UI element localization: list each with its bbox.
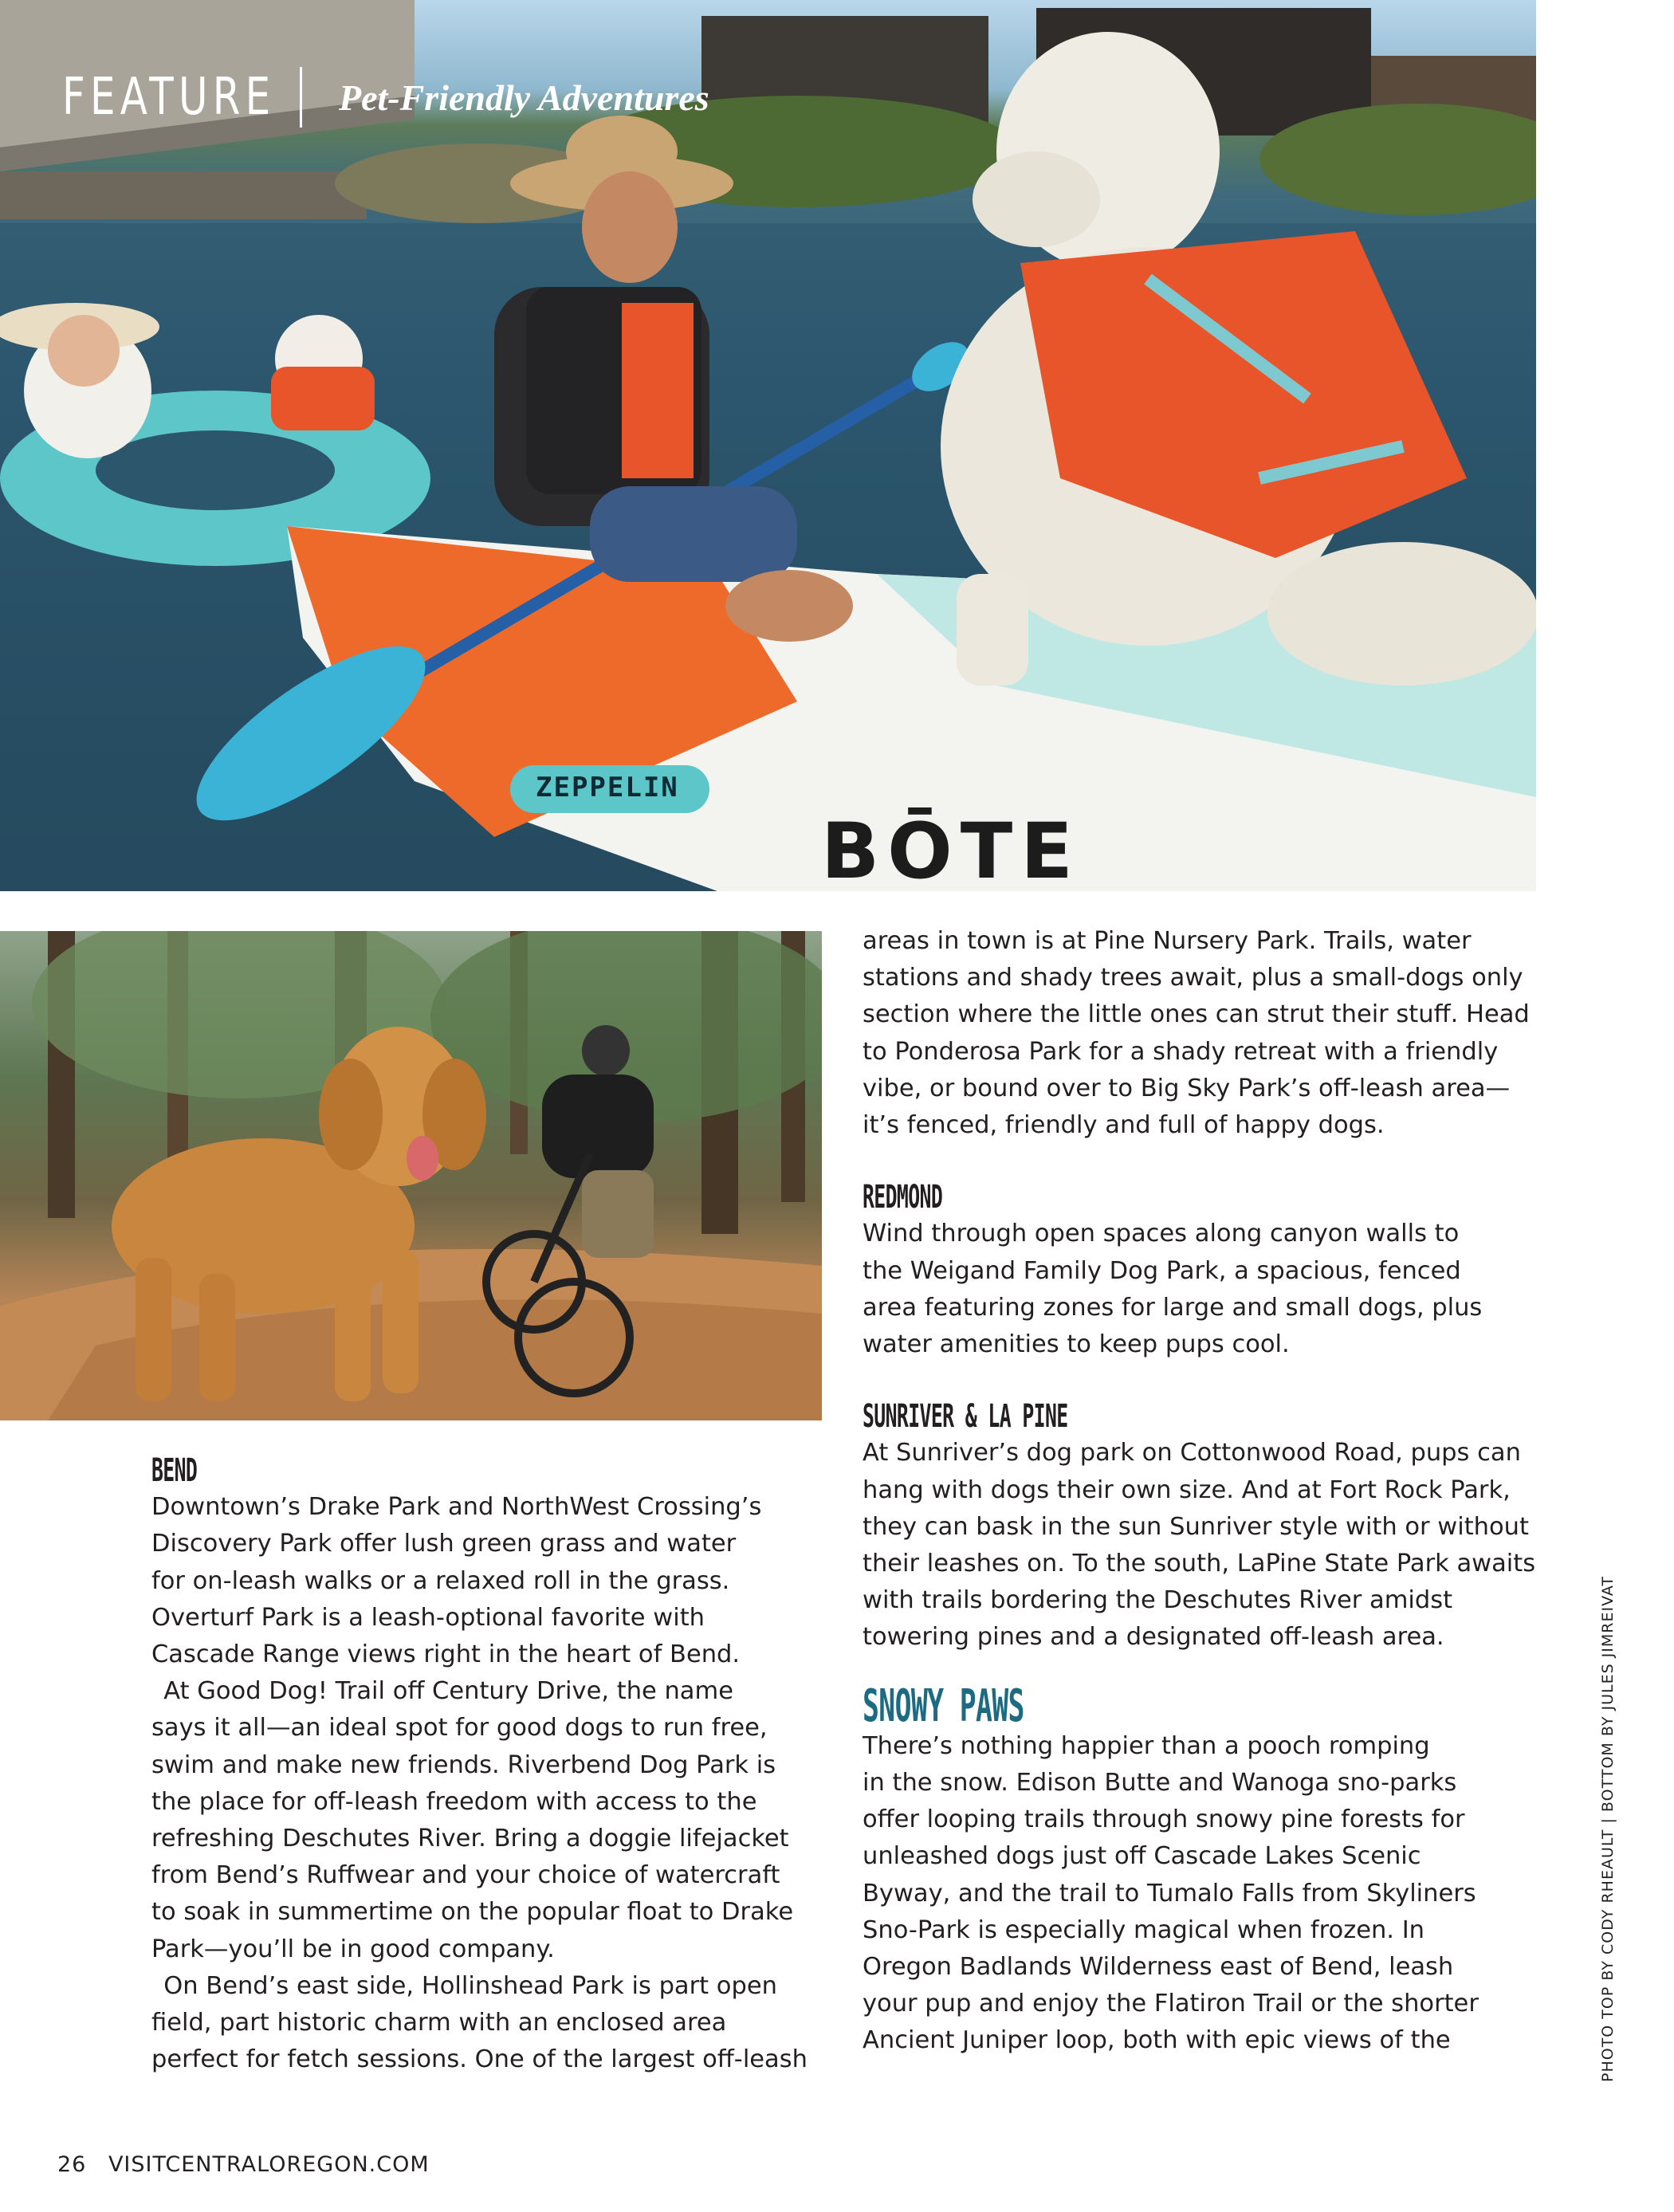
- article-column-left: [151, 1452, 837, 2078]
- footer-site-link[interactable]: VISITCENTRALOREGON.COM: [108, 2152, 430, 2177]
- bote-logo: BŌTE: [821, 807, 1081, 891]
- body-line: area featuring zones for large and small dogs, plus: [863, 1293, 1483, 1322]
- feature-subtitle: Pet-Friendly Adventures: [339, 77, 709, 118]
- body-line: water amenities to keep pups cool.: [863, 1330, 1290, 1359]
- body-line: offer looping trails through snowy pine forests for: [863, 1805, 1465, 1834]
- body-line: Wind through open spaces along canyon walls to: [863, 1220, 1460, 1248]
- body-line: Overturf Park is a leash-optional favorite with: [151, 1603, 705, 1632]
- section-label: FEATURE: [62, 68, 276, 127]
- body-line: There’s nothing happier than a pooch romping: [863, 1731, 1430, 1760]
- body-line: to soak in summertime on the popular float to Drake: [151, 1898, 794, 1927]
- article-column-right: [863, 923, 1536, 2060]
- body-line: says it all—an ideal spot for good dogs to run free,: [151, 1714, 768, 1742]
- body-line: they can bask in the sun Sunriver style with or without: [863, 1512, 1529, 1541]
- page-number: 26: [57, 2152, 87, 2177]
- body-line: swim and make new friends. Riverbend Dog Park is: [151, 1750, 776, 1779]
- forest-trail-illustration: [0, 931, 822, 1420]
- body-line: refreshing Deschutes River. Bring a doggie lifejacket: [151, 1825, 789, 1853]
- body-line: areas in town is at Pine Nursery Park. Trails, water: [863, 927, 1472, 955]
- body-line: At Good Dog! Trail off Century Drive, the name: [151, 1677, 733, 1706]
- body-line: the Weigand Family Dog Park, a spacious, fenced: [863, 1256, 1461, 1285]
- river-scene-illustration: [0, 0, 1536, 891]
- top-photo: [0, 0, 1536, 891]
- body-line: from Bend’s Ruffwear and your choice of watercraft: [151, 1861, 780, 1890]
- body-line: Sno-Park is especially magical when frozen. In: [863, 1915, 1425, 1944]
- photo-credit: PHOTO TOP BY CODY RHEAULT | BOTTOM BY JULES JIMREIVAT: [1599, 1576, 1617, 2082]
- body-line: Discovery Park offer lush green grass and water: [151, 1530, 737, 1558]
- body-line: with trails bordering the Deschutes River amidst: [863, 1586, 1453, 1615]
- body-line: unleashed dogs just off Cascade Lakes Scenic: [863, 1842, 1421, 1871]
- body-line: for on-leash walks or a relaxed roll in the grass.: [151, 1566, 730, 1595]
- section-heading-snowy-paws: SNOWY PAWS: [863, 1680, 1024, 1732]
- body-line: At Sunriver’s dog park on Cottonwood Road, pups can: [863, 1439, 1521, 1467]
- body-line: to Ponderosa Park for a shady retreat with a friendly: [863, 1037, 1499, 1066]
- header-divider: [300, 67, 302, 128]
- body-line: section where the little ones can strut their stuff. Head: [863, 1000, 1530, 1029]
- zeppelin-label: ZEPPELIN: [536, 772, 679, 803]
- body-line: Downtown’s Drake Park and NorthWest Crossing’s: [151, 1493, 762, 1522]
- body-line: Byway, and the trail to Tumalo Falls from Skyliners: [863, 1879, 1476, 1908]
- body-line: your pup and enjoy the Flatiron Trail or the shorter: [863, 1990, 1479, 2018]
- body-line: their leashes on. To the south, LaPine State Park awaits: [863, 1550, 1536, 1578]
- body-line: vibe, or bound over to Big Sky Park’s off-leash area—: [863, 1074, 1511, 1102]
- section-heading-bend: BEND: [151, 1452, 198, 1489]
- section-heading-redmond: REDMOND: [863, 1179, 943, 1216]
- body-line: Park—you’ll be in good company.: [151, 1935, 555, 1963]
- body-line: field, part historic charm with an enclosed area: [151, 2009, 727, 2037]
- section-heading-sunriver: SUNRIVER & LA PINE: [863, 1398, 1068, 1436]
- body-line: Oregon Badlands Wilderness east of Bend, leash: [863, 1953, 1454, 1982]
- bottom-photo: [0, 931, 822, 1420]
- body-line: it’s fenced, friendly and full of happy dogs.: [863, 1111, 1385, 1140]
- body-line: Ancient Juniper loop, both with epic views of the: [863, 2026, 1451, 2055]
- body-line: perfect for fetch sessions. One of the largest off-leash: [151, 2045, 808, 2074]
- body-line: in the snow. Edison Butte and Wanoga sno-parks: [863, 1769, 1457, 1797]
- body-line: hang with dogs their own size. And at Fort Rock Park,: [863, 1475, 1511, 1504]
- body-line: the place for off-leash freedom with access to the: [151, 1787, 757, 1816]
- page-footer: [57, 2152, 430, 2177]
- page-header: [62, 65, 709, 129]
- body-line: On Bend’s east side, Hollinshead Park is part open: [151, 1971, 777, 2000]
- body-line: stations and shady trees await, plus a small-dogs only: [863, 964, 1523, 992]
- body-line: towering pines and a designated off-leash area.: [863, 1623, 1444, 1652]
- body-line: Cascade Range views right in the heart of Bend.: [151, 1640, 741, 1669]
